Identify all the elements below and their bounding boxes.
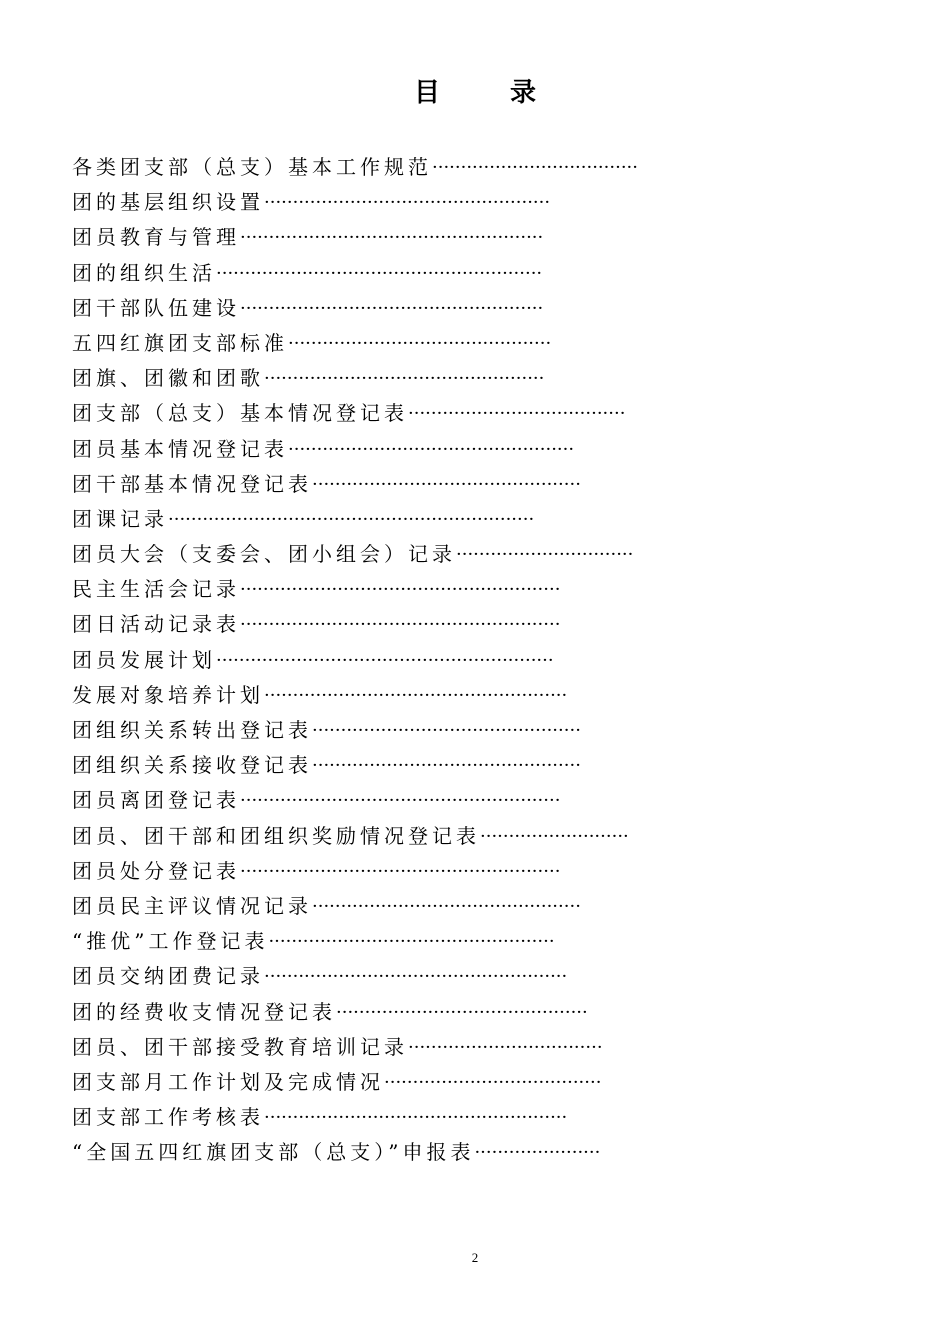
toc-entry-label: 团组织关系转出登记表 [72,718,312,742]
toc-entry[interactable] [72,819,692,854]
page-number: 2 [471,1250,479,1265]
toc-entry[interactable] [72,783,692,818]
toc-dot-leader: ························································ [240,860,561,882]
toc-entry-label: 发展对象培养计划 [72,682,264,707]
table-of-contents [72,150,692,1170]
toc-entry[interactable] [72,1100,692,1135]
toc-dot-leader: ························································· [216,262,543,284]
toc-entry[interactable] [72,889,692,924]
toc-entry-label: 团支部月工作计划及完成情况 [72,1069,384,1094]
toc-entry[interactable] [72,854,692,889]
toc-dot-leader: ····················································· [264,966,568,988]
toc-entry-label: 团课记录 [72,506,168,531]
toc-dot-leader: ············································ [336,1001,588,1023]
toc-entry-label: 团的组织生活 [72,260,216,285]
toc-dot-leader: ················································· [264,368,545,390]
toc-entry-label: 团员民主评议情况记录 [72,893,312,918]
toc-dot-leader: ··············································· [312,895,581,917]
toc-entry[interactable] [72,748,692,783]
toc-entry-label: 团的基层组织设置 [72,190,264,215]
toc-entry-label: 团旗、团徽和团歌 [72,366,264,391]
toc-entry[interactable] [72,713,692,748]
toc-entry-label: 各类团支部（总支）基本工作规范 [72,155,432,179]
toc-entry-label: 团支部（总支）基本情况登记表 [72,401,408,426]
toc-dot-leader: ························································ [240,790,561,812]
toc-entry-label: 团员离团登记表 [72,788,240,813]
toc-entry[interactable] [72,572,692,607]
toc-entry-label: “全国五四红旗团支部（总支）”申报表 [72,1140,475,1165]
toc-entry[interactable] [72,256,692,291]
toc-dot-leader: ······································ [384,1071,602,1093]
toc-entry[interactable] [72,537,692,572]
toc-dot-leader: ·················································· [264,192,551,214]
toc-dot-leader: ·················································· [288,438,575,460]
toc-entry-label: 团组织关系接收登记表 [72,753,312,778]
toc-entry-label: 团日活动记录表 [72,612,240,637]
toc-entry-label: 团支部工作考核表 [72,1105,264,1130]
toc-dot-leader: ································································ [168,508,535,530]
toc-dot-leader: ··············································· [312,755,581,777]
toc-dot-leader: ·················································· [268,931,555,953]
toc-dot-leader: ························································ [240,579,561,601]
toc-entry[interactable] [72,220,692,255]
toc-entry-label: 民主生活会记录 [72,577,240,602]
toc-dot-leader: ······························· [456,544,634,566]
toc-entry[interactable] [72,467,692,502]
toc-entry[interactable] [72,361,692,396]
page-title: 目 录 [413,78,558,108]
toc-entry[interactable] [72,291,692,326]
toc-entry[interactable] [72,396,692,431]
toc-entry[interactable] [72,326,692,361]
toc-entry[interactable] [72,995,692,1030]
toc-dot-leader: ························································ [240,614,561,636]
toc-dot-leader: ·································· [408,1036,603,1058]
toc-dot-leader: ··············································· [312,473,581,495]
toc-dot-leader: ····················································· [264,684,568,706]
toc-dot-leader: ····················································· [240,297,544,319]
toc-entry[interactable] [72,150,692,185]
toc-entry-label: 团员发展计划 [72,647,216,672]
toc-entry[interactable] [72,1135,692,1170]
toc-entry[interactable] [72,432,692,467]
toc-entry-label: 团员教育与管理 [72,225,240,250]
toc-entry-label: 五四红旗团支部标准 [72,330,288,355]
toc-entry-label: 团员大会（支委会、团小组会）记录 [72,542,456,567]
toc-dot-leader: ··························································· [216,649,554,671]
toc-entry[interactable] [72,185,692,220]
toc-entry-label: “推优”工作登记表 [72,929,269,954]
toc-entry-label: 团干部队伍建设 [72,295,240,320]
toc-entry[interactable] [72,678,692,713]
toc-dot-leader: ····················································· [264,1107,568,1129]
toc-entry[interactable] [72,502,692,537]
toc-dot-leader: ······································ [408,403,626,425]
toc-dot-leader: ····················································· [240,227,544,249]
toc-entry[interactable] [72,607,692,642]
toc-entry-label: 团的经费收支情况登记表 [72,999,336,1024]
toc-entry[interactable] [72,1030,692,1065]
toc-entry[interactable] [72,959,692,994]
toc-entry-label: 团员、团干部和团组织奖励情况登记表 [72,823,480,848]
toc-dot-leader: ·············································· [288,332,552,354]
toc-dot-leader: ··············································· [312,720,581,741]
toc-dot-leader: ···································· [432,157,638,178]
toc-entry[interactable] [72,1065,692,1100]
toc-entry[interactable] [72,924,692,959]
toc-entry[interactable] [72,643,692,678]
toc-entry-label: 团员基本情况登记表 [72,436,288,461]
toc-dot-leader: ······················ [474,1142,601,1164]
toc-entry-label: 团员交纳团费记录 [72,964,264,989]
toc-entry-label: 团员、团干部接受教育培训记录 [72,1034,408,1059]
toc-entry-label: 团员处分登记表 [72,858,240,883]
toc-dot-leader: ·························· [480,825,629,847]
toc-entry-label: 团干部基本情况登记表 [72,471,312,496]
